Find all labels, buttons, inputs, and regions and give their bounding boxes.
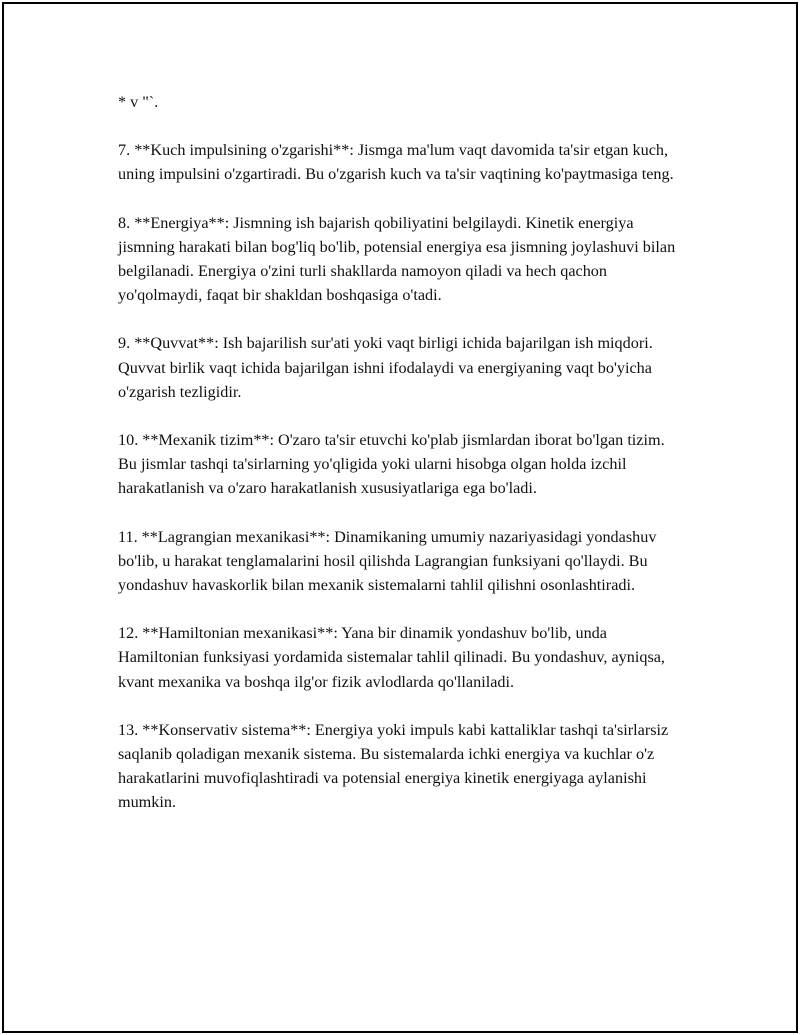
paragraph-7: 7. **Kuch impulsining o'zgarishi**: Jismga ma'lum vaqt davomida ta'sir etgan kuch, uning impulsini o'zgartiradi. Bu o'zgarish kuch va ta'sir vaqtining ko'paytmasiga teng. (118, 141, 674, 184)
text-fragment: * v "`. (118, 93, 159, 111)
paragraph-11: 11. **Lagrangian mexanikasi**: Dinamikaning umumiy nazariyasidagi yondashuv bo'lib, u harakat tenglamalarini hosil qilishda Lagrangian funksiyani qo'llaydi. Bu yondashuv havaskorlik bilan mexanik sistemalarni tahlil qilishni osonlashtiradi. (118, 527, 657, 595)
paragraph-9: 9. **Quvvat**: Ish bajarilish sur'ati yoki vaqt birligi ichida bajarilgan ish miqdori. Quvvat birlik vaqt ichida bajarilgan ishni ifodalaydi va energiyaning vaqt bo'yicha o'zgarish tezligidir. (118, 334, 653, 401)
paragraph-13: 13. **Konservativ sistema**: Energiya yoki impuls kabi kattaliklar tashqi ta'sirlarsiz saqlanib qoladigan mexanik sistema. Bu sistemalarda ichki energiya va kuchlar o'z harakatlarini muvofiqlashtiradi va potensial energiya kinetik energiyaga aylanishi mumkin. (118, 720, 669, 812)
paragraph-10: 10. **Mexanik tizim**: O'zaro ta'sir etuvchi ko'plab jismlardan iborat bo'lgan tizim. Bu jismlar tashqi ta'sirlarning yo'qligida yoki ularni hisobga olgan holda izchil harakatlanish va o'zaro harakatlanish xususiyatlariga ega bo'ladi. (118, 431, 665, 498)
document-body (118, 90, 684, 839)
paragraph-8: 8. **Energiya**: Jismning ish bajarish qobiliyatini belgilaydi. Kinetik energiya jismning harakati bilan bog'liq bo'lib, potensial energiya esa jismning joylashuvi bilan belgilanadi. Energiya o'zini turli shakllarda namoyon qiladi va hech qachon yo'qolmaydi, faqat bir shakldan boshqasiga o'tadi. (118, 213, 676, 305)
paragraph-12: 12. **Hamiltonian mexanikasi**: Yana bir dinamik yondashuv bo'lib, unda Hamiltonian funksiyasi yordamida sistemalar tahlil qilinadi. Bu yondashuv, ayniqsa, kvant mexanika va boshqa ilg'or fizik avlodlarda qo'llaniladi. (118, 624, 665, 691)
